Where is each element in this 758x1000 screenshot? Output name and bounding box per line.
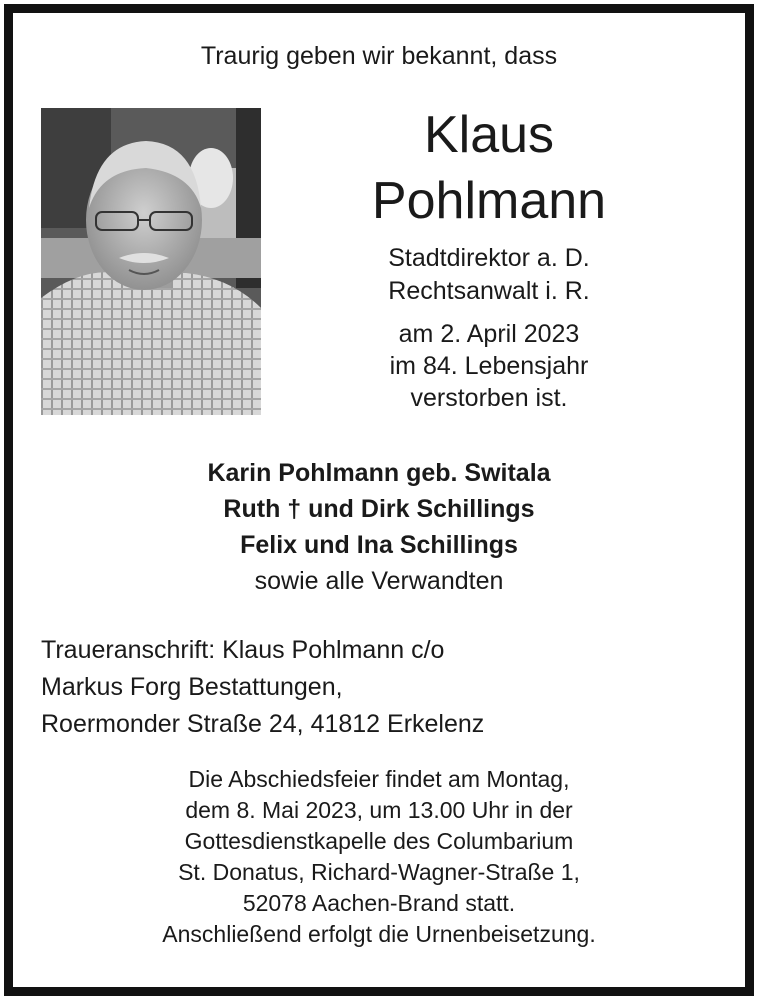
portrait-image: [41, 108, 261, 415]
mourner-line: Felix und Ina Schillings: [240, 531, 518, 559]
portrait-photo: [41, 108, 261, 415]
address-line: Traueranschrift: Klaus Pohlmann c/o: [41, 636, 445, 664]
ceremony-line: Gottesdienstkapelle des Columbarium: [184, 828, 574, 854]
deceased-titles: [330, 242, 648, 308]
mourner-line: Ruth † und Dirk Schillings: [223, 495, 535, 523]
title-line: Stadtdirektor a. D.: [388, 244, 590, 272]
ceremony-line: St. Donatus, Richard-Wagner-Straße 1,: [178, 859, 580, 885]
death-line: im 84. Lebensjahr: [389, 352, 589, 380]
first-name: Klaus: [423, 106, 555, 164]
ceremony-line: 52078 Aachen-Brand statt.: [242, 890, 516, 916]
ceremony-line: Die Abschiedsfeier findet am Montag,: [188, 766, 570, 792]
death-line: am 2. April 2023: [398, 320, 580, 348]
deceased-name: [330, 102, 648, 234]
ceremony-line: dem 8. Mai 2023, um 13.00 Uhr in der: [185, 797, 573, 823]
ceremony-line: Anschließend erfolgt die Urnenbeisetzung.: [162, 921, 596, 947]
mourner-line: Karin Pohlmann geb. Switala: [207, 459, 551, 487]
mourners-list: [0, 455, 758, 599]
address-line: Roermonder Straße 24, 41812 Erkelenz: [41, 710, 485, 738]
intro-text: Traurig geben wir bekannt, dass: [200, 42, 558, 70]
death-line: verstorben ist.: [410, 384, 568, 412]
title-line: Rechtsanwalt i. R.: [388, 277, 590, 305]
ceremony-info: [0, 764, 758, 950]
mourning-address: [41, 632, 484, 743]
address-line: Markus Forg Bestattungen,: [41, 673, 343, 701]
mourner-relatives-line: sowie alle Verwandten: [254, 567, 504, 595]
last-name: Pohlmann: [371, 172, 607, 230]
death-info: [330, 318, 648, 414]
